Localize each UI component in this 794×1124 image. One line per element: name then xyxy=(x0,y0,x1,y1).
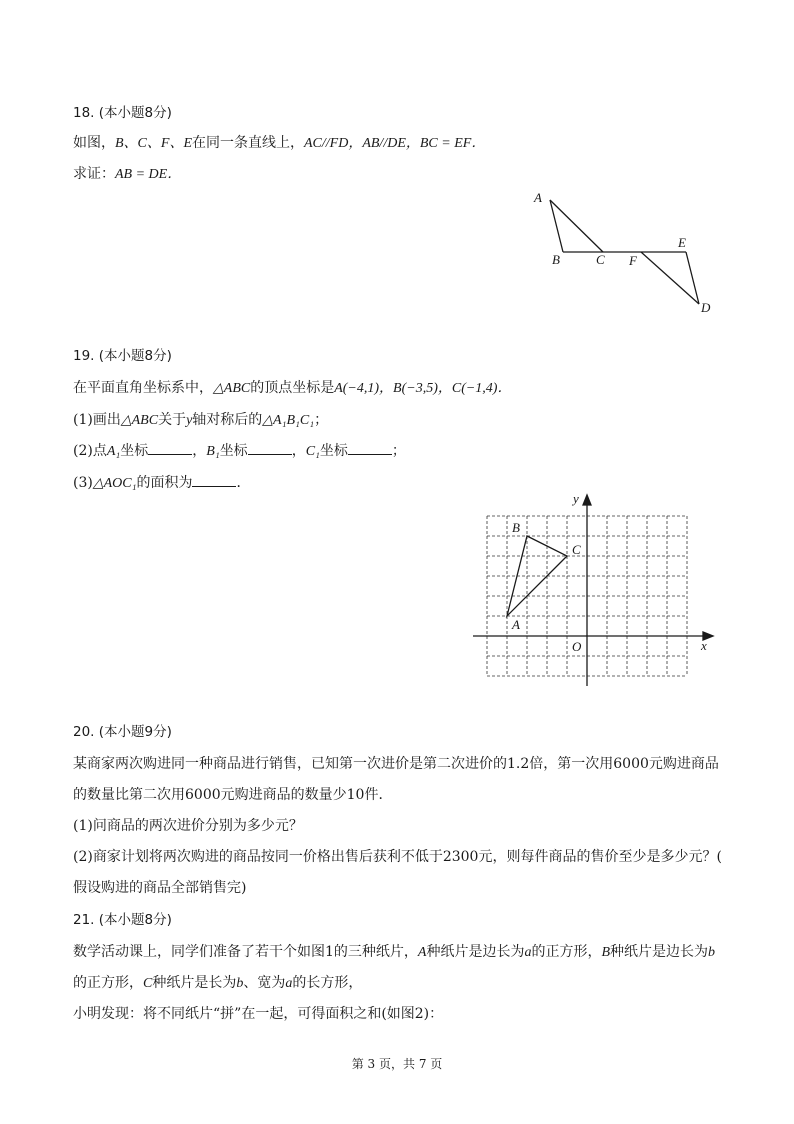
q21-type-a: A xyxy=(417,945,427,960)
q21-paragraph-line3: 小明发现：将不同纸片“拼”在一起，可得面积之和(如图2)： xyxy=(73,1006,444,1022)
q19-text: (1)画出 xyxy=(73,412,121,428)
q19-text: (3) xyxy=(73,475,93,491)
segment-ac xyxy=(550,200,603,252)
q19-text: 在平面直角坐标系中， xyxy=(73,380,213,396)
q19-text: ； xyxy=(391,443,406,459)
q19-triangle-aoc1: △AOC₁ xyxy=(92,476,137,491)
q20-part1: (1)问商品的两次进价分别为多少元？ xyxy=(73,818,303,834)
q20-paragraph-line1: 某商家两次购进同一种商品进行销售，已知第一次进价是第二次进价的1.2倍，第一次用6000元购进商品 xyxy=(73,756,719,772)
q18-goal: AB = DE． xyxy=(115,167,182,182)
q19-text: 的面积为 xyxy=(136,475,193,491)
q19-coordinates: A(−4,1)，B(−3,5)，C(−1,4)． xyxy=(334,381,512,396)
vertex-a-label: A xyxy=(512,617,520,632)
label-a: A xyxy=(534,190,542,205)
q21-text: 数学活动课上，同学们准备了若干个如图1的三种纸片， xyxy=(73,944,418,960)
vertex-c-label: C xyxy=(572,542,581,557)
q19-axis: y xyxy=(186,413,193,428)
q21-type-b: B xyxy=(601,945,611,960)
q21-var: b xyxy=(236,976,244,991)
page-footer: 第 3 页，共 7 页 xyxy=(351,1057,443,1071)
label-e: E xyxy=(678,235,686,250)
q21-text: 种纸片是边长为 xyxy=(610,944,709,960)
segment-ed xyxy=(686,252,699,304)
q19-part2 xyxy=(73,441,406,462)
q19-triangle: △ABC xyxy=(213,381,251,396)
q21-var: a xyxy=(285,976,293,991)
answer-blank-a1[interactable] xyxy=(148,441,192,455)
q18-text: 求证： xyxy=(73,166,115,182)
q21-text: 、宽为 xyxy=(243,975,286,991)
q19-text: 坐标 xyxy=(319,443,348,459)
q21-paragraph-line2 xyxy=(73,973,362,994)
q18-header: 18. (本小题8分) xyxy=(73,105,172,121)
x-axis-label: x xyxy=(701,638,707,653)
q21-header: 21. (本小题8分) xyxy=(73,912,172,928)
q18-text: 在同一条直线上， xyxy=(192,135,304,151)
q21-text: 种纸片是边长为 xyxy=(426,944,525,960)
label-c: C xyxy=(596,252,605,267)
q19-text: 轴对称后的 xyxy=(192,412,263,428)
q19-point-a1: A₁ xyxy=(106,444,121,459)
q21-type-c: C xyxy=(143,976,153,991)
q19-triangle: △ABC xyxy=(120,413,159,428)
q20-part2-line1: (2)商家计划将两次购进的商品按同一价格出售后获利不低于2300元，则每件商品的售价至少是多少元？( xyxy=(73,849,722,865)
label-f: F xyxy=(629,253,637,268)
q21-text: 的正方形， xyxy=(73,975,143,991)
q20-paragraph-line2: 的数量比第二次用6000元购进商品的数量少10件． xyxy=(73,787,393,803)
q19-text: 坐标 xyxy=(219,443,248,459)
segment-ab xyxy=(550,200,563,252)
q19-text: 坐标 xyxy=(120,443,149,459)
q19-header: 19. (本小题8分) xyxy=(73,348,172,364)
q20-part2-line2: 假设购进的商品全部销售完) xyxy=(73,880,247,896)
q19-text: ， xyxy=(192,443,207,459)
q19-text: ， xyxy=(291,443,306,459)
q19-statement xyxy=(73,378,511,399)
vertex-b-label: B xyxy=(512,520,520,535)
answer-blank-b1[interactable] xyxy=(248,441,292,455)
q19-text: 的顶点坐标是 xyxy=(250,380,335,396)
q21-var: b xyxy=(708,945,716,960)
q18-text: 如图， xyxy=(73,135,115,151)
answer-blank-area[interactable] xyxy=(192,473,236,487)
q19-text: ； xyxy=(314,412,329,428)
q20-header: 20. (本小题9分) xyxy=(73,724,172,740)
q21-text: 的长方形， xyxy=(292,975,363,991)
q19-text: 关于 xyxy=(158,412,187,428)
label-d: D xyxy=(701,300,711,315)
q19-text: ． xyxy=(236,475,251,491)
q19-text: (2)点 xyxy=(73,443,107,459)
q21-var: a xyxy=(524,945,532,960)
q19-point-b1: B₁ xyxy=(206,444,220,459)
q21-text: 种纸片是长为 xyxy=(152,975,237,991)
q21-text: 的正方形， xyxy=(531,944,602,960)
q18-prove xyxy=(73,164,181,185)
q21-paragraph-line1 xyxy=(73,942,715,963)
y-axis-arrow-icon xyxy=(583,495,591,505)
q18-points: B、C、F、E xyxy=(115,136,192,151)
origin-label: O xyxy=(572,639,582,654)
q18-conditions: AC//FD，AB//DE，BC = EF． xyxy=(304,136,486,151)
segment-fd xyxy=(641,252,699,304)
label-b: B xyxy=(552,252,560,267)
y-axis-label: y xyxy=(573,491,579,506)
q19-part1 xyxy=(73,410,328,431)
q18-statement xyxy=(73,133,485,154)
answer-blank-c1[interactable] xyxy=(348,441,392,455)
q19-triangle-reflected: △A₁B₁C₁ xyxy=(262,413,315,428)
q18-figure xyxy=(525,185,725,320)
q19-part3 xyxy=(73,473,250,494)
q19-coordinate-grid xyxy=(465,490,725,690)
q19-point-c1: C₁ xyxy=(305,444,320,459)
